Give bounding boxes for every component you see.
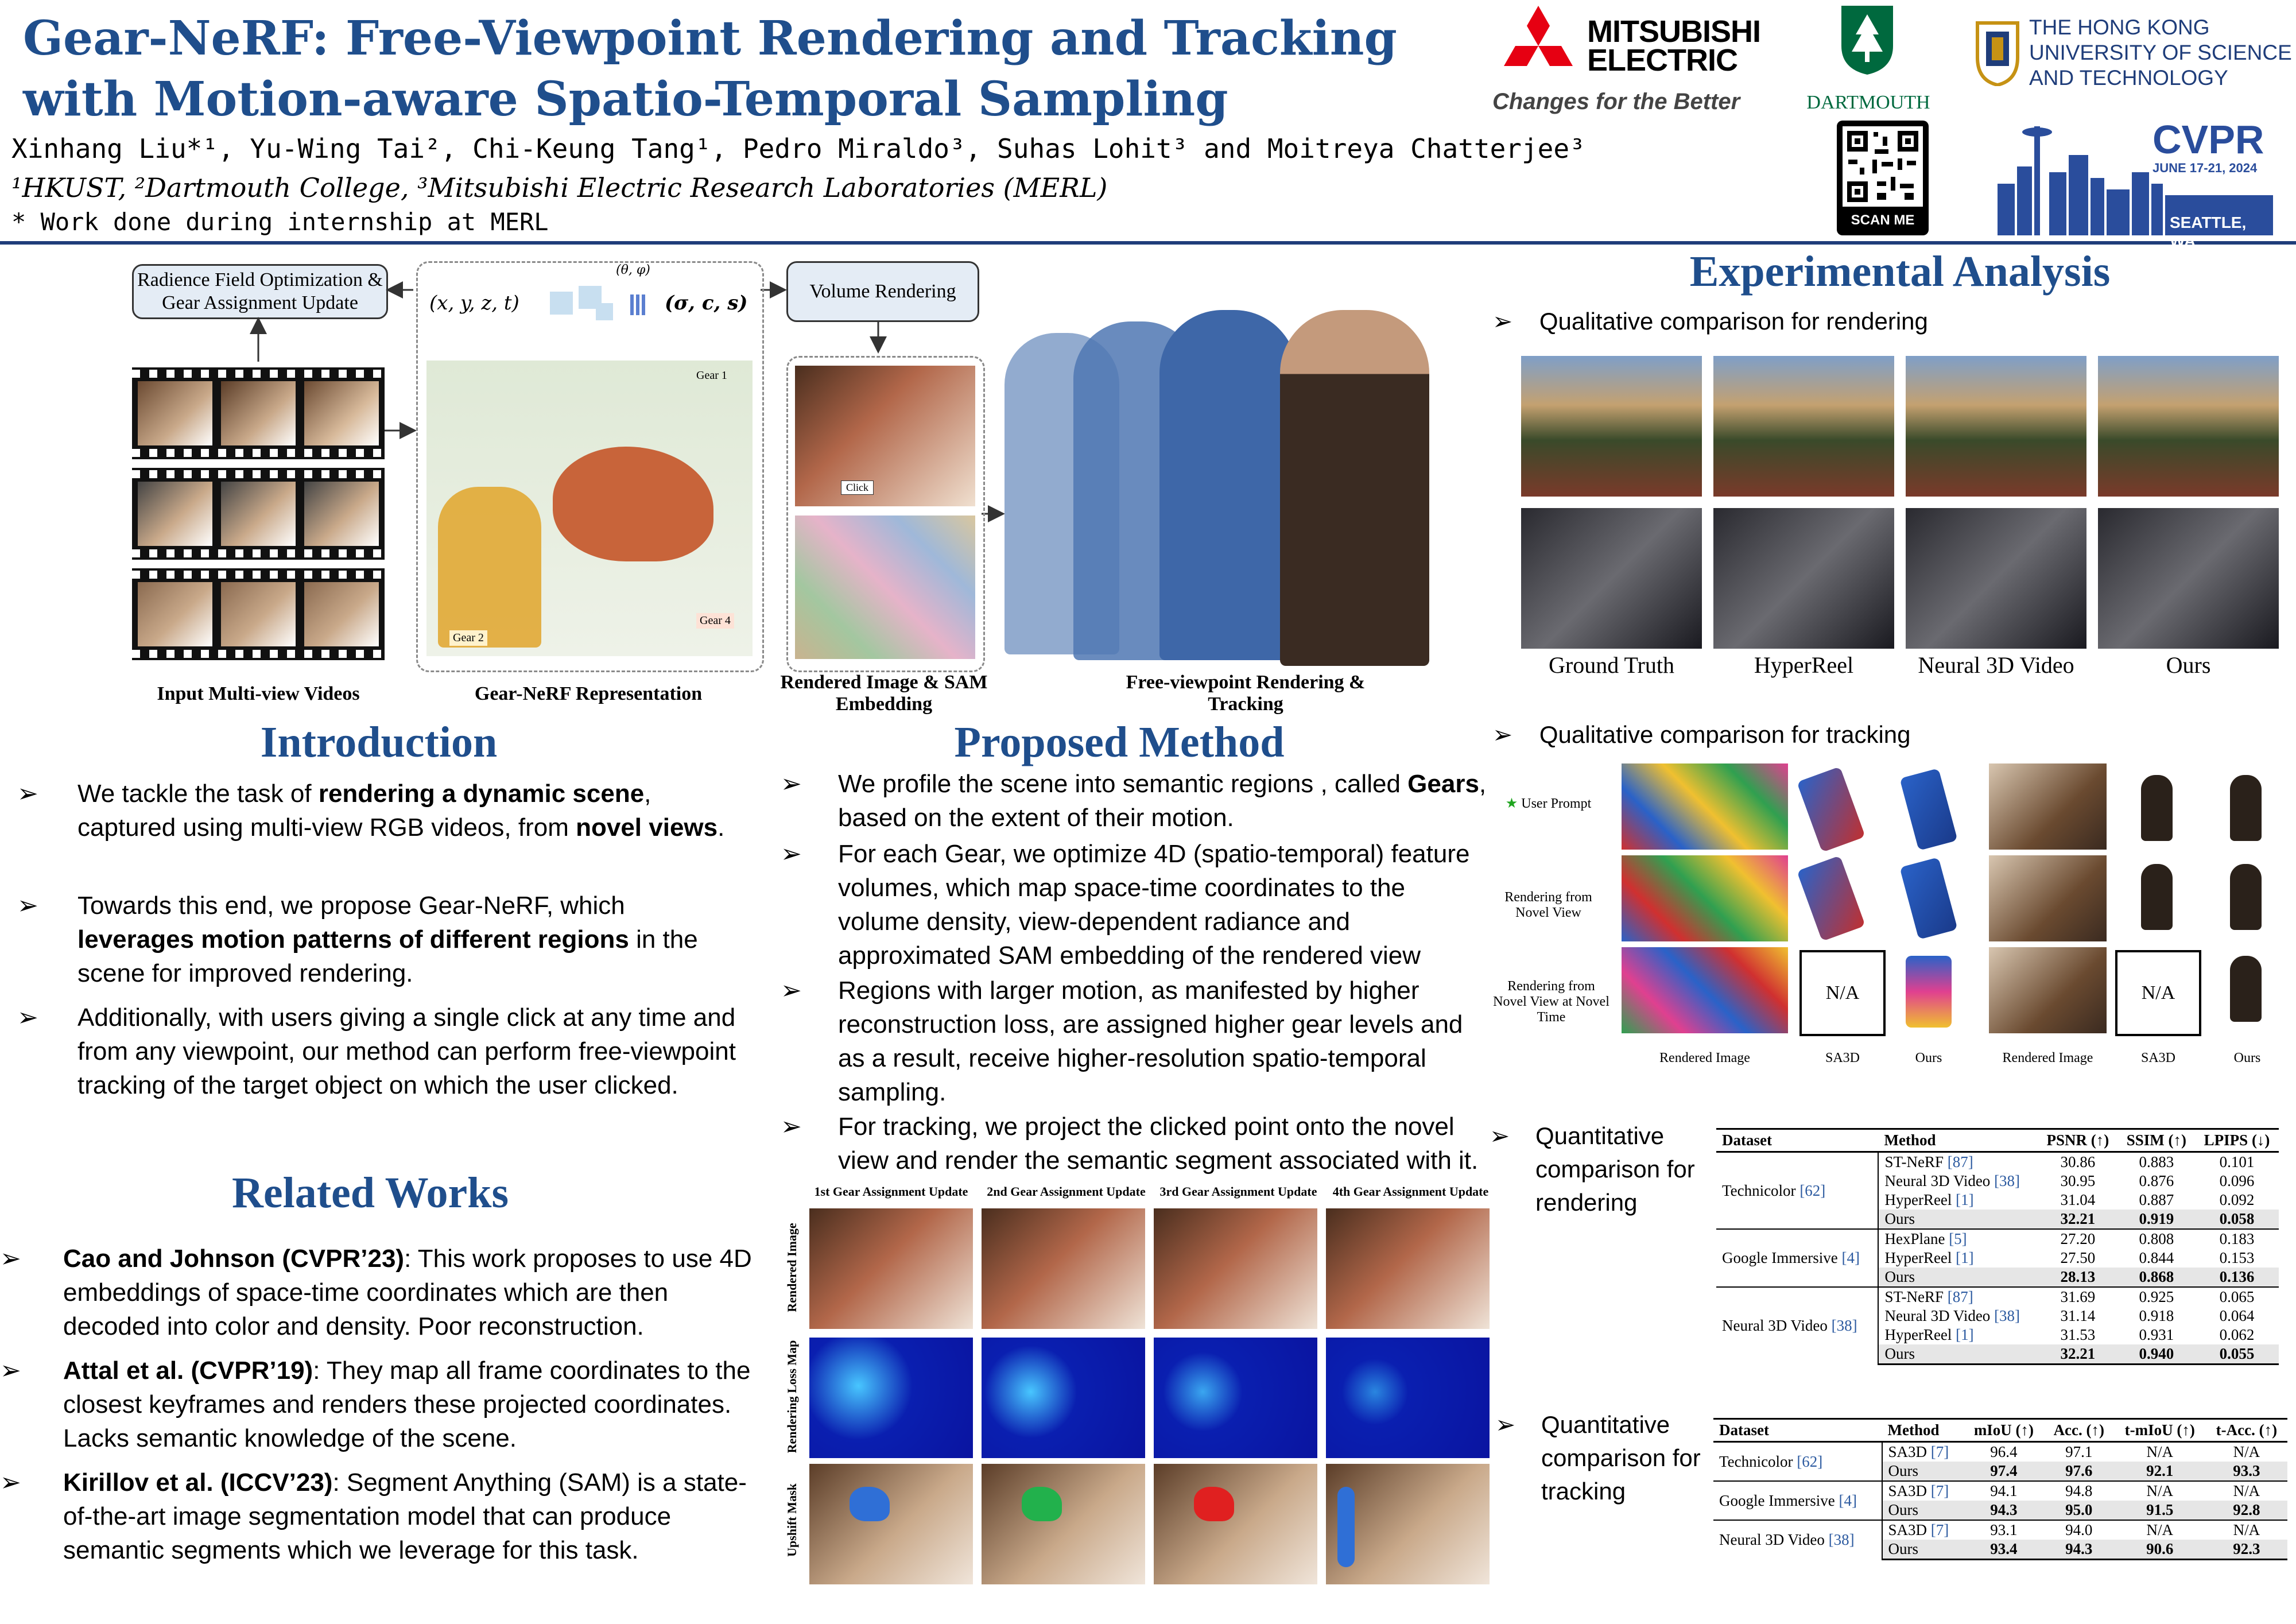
render-table-method-cell: ST-NeRF [87] bbox=[1878, 1152, 2038, 1172]
cvpr-name: CVPR bbox=[2152, 117, 2264, 162]
feature-volume-icon bbox=[544, 280, 659, 326]
track-col-6: Ours bbox=[2233, 1051, 2261, 1065]
render-table-value-cell: 0.101 bbox=[2219, 1153, 2255, 1170]
render-table-value-cell: 0.887 bbox=[2139, 1191, 2174, 1208]
free-viewpoint-image bbox=[1004, 258, 1475, 666]
track-table-value-cell: 91.5 bbox=[2114, 1501, 2206, 1520]
grid-col-2: 2nd Gear Assignment Update bbox=[987, 1184, 1146, 1199]
track-table-dataset-cell: Neural 3D Video [38] bbox=[1713, 1520, 1882, 1560]
bullet-arrow-icon: ➢ bbox=[1492, 721, 1513, 748]
table-rendering bbox=[1716, 1128, 2279, 1365]
title-line-2: with Motion-aware Spatio-Temporal Sampling bbox=[23, 72, 1228, 127]
grid-row-1: Rendered Image bbox=[785, 1223, 799, 1312]
track-table-header-cell: Method bbox=[1882, 1419, 1964, 1442]
render-table-method-cell: Neural 3D Video [38] bbox=[1878, 1307, 2038, 1325]
cvpr-city: SEATTLE, WA bbox=[2170, 214, 2247, 250]
hkust-crest-icon bbox=[1975, 17, 2020, 86]
internship-note: * Work done during internship at MERL bbox=[11, 208, 549, 236]
track-table-row bbox=[1713, 1520, 2287, 1540]
render-table-value-cell: 0.058 bbox=[2195, 1210, 2279, 1229]
track-table-value-cell: N/A bbox=[2206, 1520, 2287, 1540]
render-table-header-cell: LPIPS (↓) bbox=[2195, 1129, 2279, 1152]
method-bullet-4: For tracking, we project the clicked point onto the novel view and render the semantic segment associated with it. bbox=[838, 1113, 1479, 1175]
render-table-row bbox=[1716, 1152, 2279, 1172]
qual-track-grid bbox=[1490, 761, 2293, 1071]
track-table-value-cell: 97.4 bbox=[1964, 1462, 2044, 1481]
render-table-value-cell: 0.844 bbox=[2139, 1249, 2174, 1266]
render-label-neural3d: Neural 3D Video bbox=[1918, 652, 2074, 678]
method-bullet-3: Regions with larger motion, as manifested by higher reconstruction loss, are assigned higher gear levels and as a result, receive higher-resolution spatio-temporal sampling. bbox=[838, 976, 1463, 1106]
representation-panel bbox=[416, 261, 764, 672]
grid-row-2: Rendering Loss Map bbox=[785, 1340, 799, 1454]
qual-render-title: ➢ Qualitative comparison for rendering bbox=[1492, 308, 1928, 335]
mitsubishi-logo bbox=[1492, 6, 1762, 115]
render-label-ground-truth: Ground Truth bbox=[1549, 652, 1674, 678]
sa3d-na-2: N/A bbox=[2115, 950, 2201, 1036]
bullet-arrow-icon: ➢ bbox=[1490, 1122, 1510, 1149]
render-table-value-cell: 32.21 bbox=[2038, 1344, 2117, 1365]
caption-rendered: Rendered Image & SAM Embedding bbox=[780, 672, 988, 715]
bullet-arrow-icon: ➢ bbox=[781, 1113, 802, 1141]
dartmouth-logo bbox=[1797, 6, 1940, 115]
bullet-arrow-icon: ➢ bbox=[0, 1468, 21, 1497]
quant-track-title: ➢ Quantitative comparison for tracking bbox=[1495, 1408, 1725, 1508]
track-table-value-cell: 92.8 bbox=[2206, 1501, 2287, 1520]
render-table-value-cell: 0.153 bbox=[2219, 1249, 2255, 1266]
gear-4-label: Gear 4 bbox=[696, 613, 734, 629]
experimental-analysis-heading: Experimental Analysis bbox=[1689, 247, 2111, 296]
quant-render-title: ➢ Quantitative comparison for rendering bbox=[1490, 1119, 1731, 1219]
render-table-dataset-cell: Google Immersive [4] bbox=[1716, 1229, 1878, 1287]
filmstrip-2 bbox=[132, 468, 385, 560]
title-line-1: Gear-NeRF: Free-Viewpoint Rendering and Tracking bbox=[23, 11, 1397, 66]
intro-bullet-3: Additionally, with users giving a single click at any time and from any viewpoint, our method can perform free-viewpoint tracking of the target object on which the user clicked. bbox=[77, 1003, 736, 1099]
sam-embedding-image bbox=[795, 516, 975, 659]
track-table-value-cell: 92.3 bbox=[2206, 1540, 2287, 1560]
cvpr-logo bbox=[1998, 115, 2273, 250]
cvpr-dates: JUNE 17-21, 2024 bbox=[2152, 161, 2258, 175]
track-row-novel-time: Rendering from Novel View at Novel Time bbox=[1493, 979, 1609, 1025]
track-table-header-cell: mIoU (↑) bbox=[1964, 1419, 2044, 1442]
track-table-method-cell: Ours bbox=[1882, 1501, 1964, 1520]
track-table-value-cell: 95.0 bbox=[2044, 1501, 2114, 1520]
track-table-value-cell: 94.1 bbox=[1964, 1481, 2044, 1501]
dartmouth-name: DARTMOUTH bbox=[1806, 92, 1930, 113]
render-table-value-cell: 0.919 bbox=[2118, 1210, 2196, 1229]
track-table-method-cell: SA3D [7] bbox=[1882, 1481, 1964, 1501]
track-table-row bbox=[1713, 1481, 2287, 1501]
track-table-value-cell: N/A bbox=[2206, 1481, 2287, 1501]
formula-output: (σ, c, s) bbox=[665, 292, 748, 315]
render-table-method-cell: HexPlane [5] bbox=[1878, 1229, 2038, 1249]
bullet-arrow-icon: ➢ bbox=[0, 1245, 21, 1273]
introduction-heading: Introduction bbox=[260, 718, 498, 766]
track-table-header-cell: t-Acc. (↑) bbox=[2206, 1419, 2287, 1442]
formula-angle: (θ, φ) bbox=[616, 263, 650, 277]
render-table-method-cell: Ours bbox=[1878, 1268, 2038, 1287]
bullet-arrow-icon: ➢ bbox=[0, 1356, 21, 1385]
track-table-value-cell: 93.1 bbox=[1964, 1520, 2044, 1540]
bullet-arrow-icon: ➢ bbox=[781, 840, 802, 868]
track-table-header-cell: t-mIoU (↑) bbox=[2114, 1419, 2206, 1442]
track-table-method-cell: Ours bbox=[1882, 1462, 1964, 1481]
track-table-value-cell: 94.3 bbox=[2044, 1540, 2114, 1560]
grid-row-3: Upshift Mask bbox=[785, 1483, 799, 1557]
header-rule bbox=[0, 241, 2296, 245]
track-table-value-cell: 94.3 bbox=[1964, 1501, 2044, 1520]
related-item-kirillov: Kirillov et al. (ICCV’23): Segment Anything (SAM) is a state-of-the-art image segmentation model that can produce semantic segments which we leverage for this task. bbox=[63, 1468, 747, 1564]
track-row-prompt: ★ User Prompt bbox=[1505, 796, 1592, 811]
affiliations: ¹HKUST, ²Dartmouth College, ³Mitsubishi Electric Research Laboratories (MERL) bbox=[11, 172, 1108, 203]
gear-2-person bbox=[438, 487, 541, 648]
pipeline-figure bbox=[126, 247, 1492, 723]
track-table-value-cell: 92.1 bbox=[2114, 1462, 2206, 1481]
render-table-value-cell: 0.064 bbox=[2219, 1307, 2255, 1324]
track-col-4: Rendered Image bbox=[2002, 1051, 2093, 1065]
table-tracking bbox=[1713, 1418, 2287, 1560]
render-table-value-cell: 0.883 bbox=[2139, 1153, 2174, 1170]
hkust-name: THE HONG KONG UNIVERSITY OF SCIENCE AND TECHNOLOGY bbox=[2029, 15, 2292, 90]
render-table-value-cell: 30.86 bbox=[2060, 1153, 2096, 1170]
render-table-value-cell: 0.055 bbox=[2195, 1344, 2279, 1365]
related-item-attal: Attal et al. (CVPR’19): They map all frame coordinates to the closest keyframes and renders these projected coordinates. Lacks semantic knowledge of the scene. bbox=[63, 1356, 751, 1452]
track-table-value-cell: 94.0 bbox=[2044, 1520, 2114, 1540]
render-table-header-cell: PSNR (↑) bbox=[2038, 1129, 2117, 1152]
hkust-logo bbox=[1975, 11, 2296, 98]
render-table-value-cell: 31.14 bbox=[2060, 1307, 2096, 1324]
poster-title bbox=[23, 8, 1458, 130]
caption-representation: Gear-NeRF Representation bbox=[474, 683, 703, 704]
render-table-value-cell: 0.931 bbox=[2139, 1326, 2174, 1343]
filmstrip-3 bbox=[132, 568, 385, 660]
qr-code-icon bbox=[1843, 126, 1923, 207]
render-table-value-cell: 27.50 bbox=[2060, 1249, 2096, 1266]
track-table-dataset-cell: Google Immersive [4] bbox=[1713, 1481, 1882, 1520]
track-table-value-cell: 93.4 bbox=[1964, 1540, 2044, 1560]
volume-rendering-box: Volume Rendering bbox=[786, 261, 979, 322]
track-table-method-cell: Ours bbox=[1882, 1540, 1964, 1560]
render-table-value-cell: 0.808 bbox=[2118, 1229, 2196, 1249]
grid-col-3: 3rd Gear Assignment Update bbox=[1159, 1184, 1317, 1199]
track-table-value-cell: N/A bbox=[2146, 1443, 2174, 1460]
render-table-value-cell: 27.20 bbox=[2038, 1229, 2117, 1249]
render-table-method-cell: HyperReel [1] bbox=[1878, 1191, 2038, 1210]
render-table-value-cell: 0.065 bbox=[2195, 1287, 2279, 1307]
gear-assignment-grid bbox=[775, 1180, 1498, 1622]
track-table-value-cell: 93.3 bbox=[2206, 1462, 2287, 1481]
track-table-method-cell: SA3D [7] bbox=[1882, 1442, 1964, 1462]
track-table-header-cell: Acc. (↑) bbox=[2044, 1419, 2114, 1442]
authors: Xinhang Liu*¹, Yu-Wing Tai², Chi-Keung Tang¹, Pedro Miraldo³, Suhas Lohit³ and Moitreya Chatterjee³ bbox=[11, 133, 1585, 164]
bullet-arrow-icon: ➢ bbox=[17, 780, 38, 808]
render-table-value-cell: 0.868 bbox=[2118, 1268, 2196, 1287]
render-table-method-cell: Neural 3D Video [38] bbox=[1878, 1172, 2038, 1191]
qr-code[interactable] bbox=[1837, 121, 1929, 235]
render-table-header-cell: Dataset bbox=[1716, 1129, 1878, 1152]
track-table-value-cell: 90.6 bbox=[2114, 1540, 2206, 1560]
bullet-arrow-icon: ➢ bbox=[781, 976, 802, 1005]
track-table-dataset-cell: Technicolor [62] bbox=[1713, 1442, 1882, 1482]
render-table-value-cell: 0.096 bbox=[2219, 1172, 2255, 1189]
render-table-value-cell: 32.21 bbox=[2038, 1210, 2117, 1229]
render-table-row bbox=[1716, 1229, 2279, 1249]
track-table-value-cell: 94.8 bbox=[2044, 1481, 2114, 1501]
render-table-value-cell: 28.13 bbox=[2038, 1268, 2117, 1287]
track-table-value-cell: N/A bbox=[2233, 1443, 2260, 1460]
render-table-value-cell: 31.04 bbox=[2060, 1191, 2096, 1208]
rendered-horse-image bbox=[795, 366, 975, 506]
qual-track-title: ➢ Qualitative comparison for tracking bbox=[1492, 721, 1911, 748]
bullet-arrow-icon: ➢ bbox=[17, 892, 38, 920]
render-label-ours: Ours bbox=[2166, 652, 2211, 678]
render-table-header-cell: Method bbox=[1878, 1129, 2038, 1152]
mitsubishi-diamonds-icon bbox=[1492, 6, 1584, 86]
bullet-arrow-icon: ➢ bbox=[781, 770, 802, 798]
render-table-method-cell: ST-NeRF [87] bbox=[1878, 1287, 2038, 1307]
render-table-method-cell: HyperReel [1] bbox=[1878, 1325, 2038, 1344]
qr-label: SCAN ME bbox=[1851, 212, 1915, 228]
formula-input: (x, y, z, t) bbox=[429, 292, 519, 315]
gear-4-horse bbox=[553, 447, 713, 561]
track-table-row bbox=[1713, 1442, 2287, 1462]
method-bullet-2: For each Gear, we optimize 4D (spatio-temporal) feature volumes, which map space-time coordinates to the volume density, view-dependent radiance and approximated SAM embedding of the rendered view bbox=[838, 840, 1470, 970]
grid-col-4: 4th Gear Assignment Update bbox=[1332, 1184, 1489, 1199]
track-table-value-cell: 96.4 bbox=[1990, 1443, 2018, 1460]
track-col-2: SA3D bbox=[1825, 1051, 1860, 1065]
rendered-panel bbox=[786, 356, 985, 672]
render-table-dataset-cell: Neural 3D Video [38] bbox=[1716, 1287, 1878, 1365]
render-table-value-cell: 0.940 bbox=[2118, 1344, 2196, 1365]
track-col-3: Ours bbox=[1915, 1051, 1942, 1065]
click-label: Click bbox=[841, 480, 874, 495]
render-table-value-cell: 30.95 bbox=[2060, 1172, 2096, 1189]
gear-1-label: Gear 1 bbox=[696, 369, 727, 382]
render-table-value-cell: 0.136 bbox=[2195, 1268, 2279, 1287]
render-table-dataset-cell: Technicolor [62] bbox=[1716, 1152, 1878, 1230]
grid-col-1: 1st Gear Assignment Update bbox=[814, 1184, 968, 1199]
track-table-value-cell: N/A bbox=[2114, 1481, 2206, 1501]
render-table-value-cell: 31.53 bbox=[2060, 1326, 2096, 1343]
method-bullet-1: We profile the scene into semantic regions , called Gears, based on the extent of their motion. bbox=[838, 770, 1487, 832]
gear-2-label: Gear 2 bbox=[449, 630, 487, 646]
bullet-arrow-icon: ➢ bbox=[17, 1003, 38, 1032]
dartmouth-pine-icon bbox=[1836, 6, 1899, 75]
filmstrip-1 bbox=[132, 367, 385, 459]
track-table-method-cell: SA3D [7] bbox=[1882, 1520, 1964, 1540]
related-works-heading: Related Works bbox=[231, 1169, 509, 1217]
mitsubishi-name: MITSUBISHI ELECTRIC bbox=[1587, 14, 1761, 77]
mitsubishi-tagline: Changes for the Better bbox=[1492, 89, 1740, 114]
optimization-box: Radience Field Optimization & Gear Assignment Update bbox=[132, 264, 388, 319]
track-table-value-cell: 97.6 bbox=[2044, 1462, 2114, 1481]
sa3d-na-1: N/A bbox=[1799, 950, 1886, 1036]
render-table-value-cell: 31.69 bbox=[2038, 1287, 2117, 1307]
render-label-hyperreel: HyperReel bbox=[1754, 652, 1854, 678]
render-table-header-cell: SSIM (↑) bbox=[2118, 1129, 2196, 1152]
caption-free-viewpoint: Free-viewpoint Rendering & Tracking bbox=[1126, 672, 1366, 715]
render-table-value-cell: 0.062 bbox=[2219, 1326, 2255, 1343]
render-table-row bbox=[1716, 1287, 2279, 1307]
proposed-method-heading: Proposed Method bbox=[954, 718, 1285, 766]
track-row-novel-view: Rendering from Novel View bbox=[1504, 890, 1592, 920]
track-col-5: SA3D bbox=[2140, 1051, 2175, 1065]
render-table-method-cell: Ours bbox=[1878, 1344, 2038, 1365]
track-table-value-cell: N/A bbox=[2114, 1520, 2206, 1540]
intro-bullet-1: We tackle the task of rendering a dynamic scene, captured using multi-view RGB videos, from novel views. bbox=[77, 780, 725, 842]
track-table-header-cell: Dataset bbox=[1713, 1419, 1882, 1442]
render-table-value-cell: 0.092 bbox=[2219, 1191, 2255, 1208]
bullet-arrow-icon: ➢ bbox=[1492, 308, 1513, 335]
render-table-header-row bbox=[1716, 1129, 2279, 1152]
render-table-value-cell: 0.918 bbox=[2139, 1307, 2174, 1324]
caption-input-videos: Input Multi-view Videos bbox=[157, 683, 360, 704]
related-item-cao: Cao and Johnson (CVPR’23): This work proposes to use 4D embeddings of space-time coordinates which are then decoded into color and density. Poor reconstruction. bbox=[63, 1245, 752, 1340]
render-table-value-cell: 0.925 bbox=[2118, 1287, 2196, 1307]
render-table-value-cell: 0.876 bbox=[2139, 1172, 2174, 1189]
bullet-arrow-icon: ➢ bbox=[1495, 1411, 1516, 1438]
gear-scene bbox=[426, 361, 753, 656]
track-table-value-cell: 97.1 bbox=[2065, 1443, 2093, 1460]
intro-bullet-2: Towards this end, we propose Gear-NeRF, which leverages motion patterns of different regions in the scene for improved rendering. bbox=[77, 892, 698, 987]
track-table-header-row bbox=[1713, 1419, 2287, 1442]
qual-render-grid bbox=[1521, 356, 2290, 683]
render-table-value-cell: 0.183 bbox=[2195, 1229, 2279, 1249]
track-col-1: Rendered Image bbox=[1659, 1051, 1750, 1065]
star-icon: ★ bbox=[1505, 796, 1518, 811]
render-table-method-cell: Ours bbox=[1878, 1210, 2038, 1229]
render-table-method-cell: HyperReel [1] bbox=[1878, 1249, 2038, 1268]
